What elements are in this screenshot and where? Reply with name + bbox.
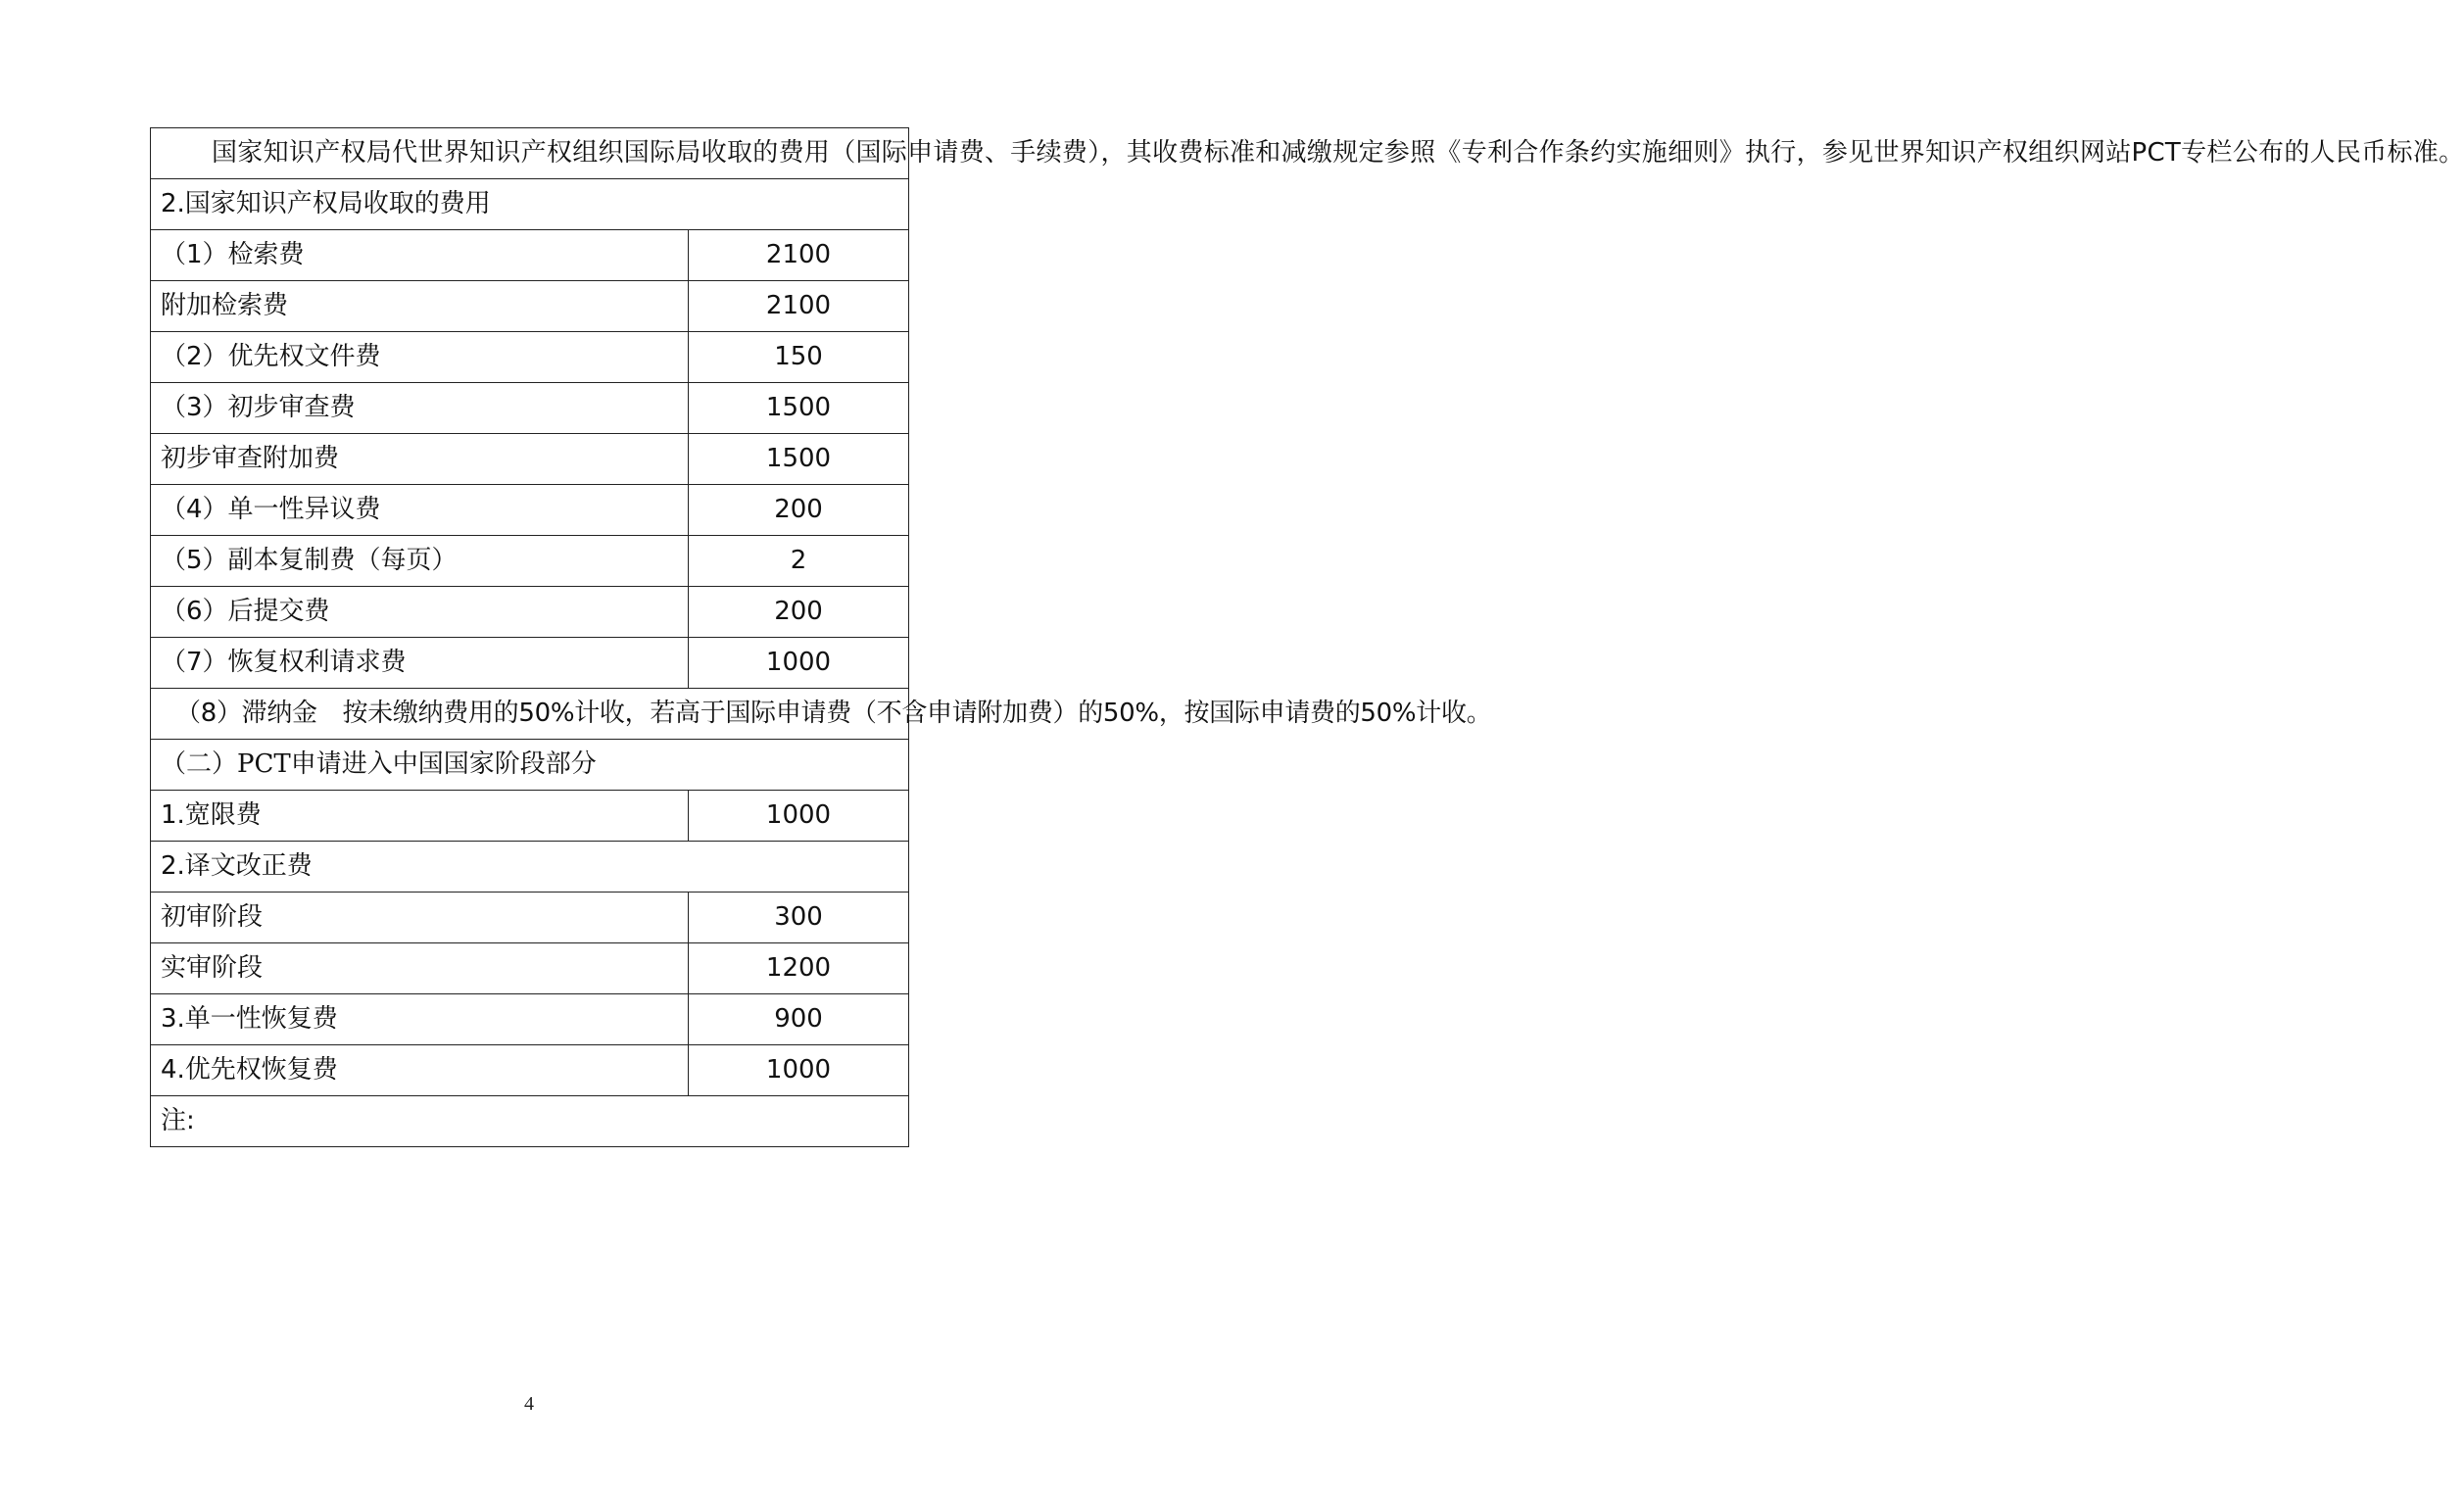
fee-label: （2）优先权文件费 (151, 332, 689, 383)
fee-label: 实审阶段 (151, 943, 689, 994)
table-row (151, 434, 909, 485)
fee-value: 2100 (689, 230, 909, 281)
fee-value: 1000 (689, 638, 909, 689)
section-2-heading: 2.国家知识产权局收取的费用 (151, 179, 909, 230)
fee-label: （5）副本复制费（每页） (151, 536, 689, 587)
fee-value: 300 (689, 893, 909, 943)
page-number: 4 (524, 1393, 534, 1415)
note-label: 注: (151, 1096, 909, 1147)
table-row (151, 230, 909, 281)
table-row (151, 791, 909, 842)
fee-label: （4）单一性异议费 (151, 485, 689, 536)
fee-value: 2 (689, 536, 909, 587)
note-row (151, 1096, 909, 1147)
table-row (151, 994, 909, 1045)
fee-label: （6）后提交费 (151, 587, 689, 638)
fee-value: 200 (689, 587, 909, 638)
table-row (151, 1045, 909, 1096)
fee-label: 1.宽限费 (151, 791, 689, 842)
fee-label: 附加检索费 (151, 281, 689, 332)
fee-value: 150 (689, 332, 909, 383)
fee-label: 初步审查附加费 (151, 434, 689, 485)
table-row (151, 893, 909, 943)
fee-value: 900 (689, 994, 909, 1045)
fee-label: 3.单一性恢复费 (151, 994, 689, 1045)
table-row (151, 587, 909, 638)
table-row (151, 485, 909, 536)
fee-value: 2100 (689, 281, 909, 332)
table-row (151, 638, 909, 689)
table-row (151, 332, 909, 383)
table-row (151, 943, 909, 994)
fee-value: 1000 (689, 1045, 909, 1096)
fee-table (150, 127, 2464, 1147)
table-row (151, 281, 909, 332)
fee-value: 1500 (689, 434, 909, 485)
fee-value: 1500 (689, 383, 909, 434)
section-heading-row (151, 179, 909, 230)
intro-paragraph: 国家知识产权局代世界知识产权组织国际局收取的费用（国际申请费、手续费），其收费标准和减缴规定参照《专利合作条约实施细则》执行，参见世界知识产权组织网站PCT专栏公布的人民币标准。 (151, 128, 909, 179)
fee-label: 4.优先权恢复费 (151, 1045, 689, 1096)
fee-label: （1）检索费 (151, 230, 689, 281)
translation-heading: 2.译文改正费 (151, 842, 909, 893)
fee-value: 200 (689, 485, 909, 536)
section-heading-row (151, 740, 909, 791)
late-fee-row (151, 689, 909, 740)
section-heading-row (151, 842, 909, 893)
fee-value: 1000 (689, 791, 909, 842)
fee-label: （7）恢复权利请求费 (151, 638, 689, 689)
table-row (151, 383, 909, 434)
table-row (151, 536, 909, 587)
fee-label: 初审阶段 (151, 893, 689, 943)
fee-value: 1200 (689, 943, 909, 994)
national-phase-heading: （二）PCT申请进入中国国家阶段部分 (151, 740, 909, 791)
intro-row (151, 128, 909, 179)
fee-label: （3）初步审查费 (151, 383, 689, 434)
late-fee-paragraph: （8）滞纳金 按未缴纳费用的50%计收，若高于国际申请费（不含申请附加费）的50%，按国际申请费的50%计收。 (151, 689, 909, 740)
